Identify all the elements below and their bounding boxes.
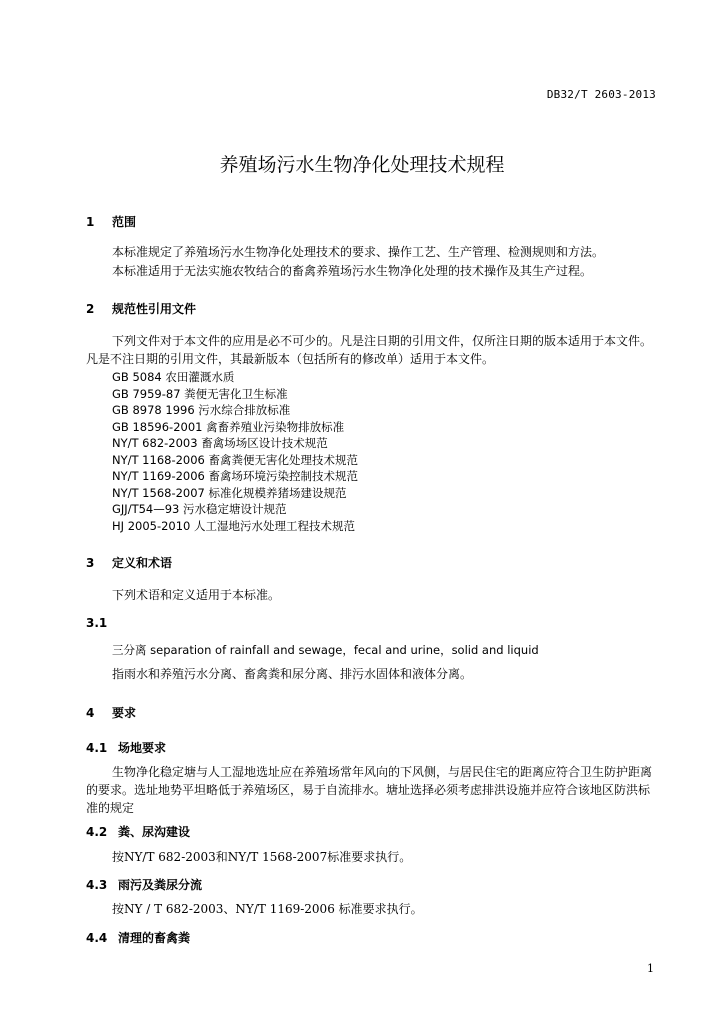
section-title: 规范性引用文件 (112, 302, 197, 316)
reference-item: GB 5084 农田灌溉水质 (112, 370, 235, 384)
subsection-number: 4.1 (86, 741, 108, 755)
standard-code: DB32/T 2603-2013 (546, 88, 656, 101)
reference-item: NY/T 1168-2006 畜禽粪便无害化处理技术规范 (112, 452, 359, 467)
section-3-heading (86, 554, 172, 571)
section-title: 范围 (112, 215, 137, 229)
section-number: 2 (86, 302, 95, 316)
subsection-4-1-heading (86, 739, 166, 756)
subsection-title: 雨污及粪尿分流 (118, 878, 203, 892)
reference-item: NY/T 1169-2006 畜禽场环境污染控制技术规范 (112, 469, 359, 483)
section-4-heading (86, 704, 136, 721)
section-2-para-1: 下列文件对于本文件的应用是必不可少的。凡是注日期的引用文件，仅所注日期的版本适用于本文件。凡是不注日期的引用文件，其最新版本（包括所有的修改单）适用于本文件。 (86, 334, 653, 366)
subsection-4-2-para: 按NY/T 682-2003和NY/T 1568-2007标准要求执行。 (112, 850, 412, 864)
page-number: 1 (647, 962, 654, 975)
subsection-4-3-heading (86, 876, 202, 893)
section-2-heading (86, 300, 196, 317)
subsection-4-3-para: 按NY / T 682-2003、NY/T 1169-2006 标准要求执行。 (112, 902, 423, 916)
reference-item: NY/T 1568-2007 标准化规模养猪场建设规范 (112, 485, 347, 500)
subsection-title: 清理的畜禽粪 (118, 931, 191, 945)
reference-item: GB 8978 1996 污水综合排放标准 (112, 403, 291, 417)
term-definition-text: 指雨水和养殖污水分离、畜禽粪和尿分离、排污水固体和液体分离。 (112, 667, 473, 681)
subsection-4-4-heading (86, 929, 190, 946)
section-number: 3 (86, 556, 95, 570)
reference-item: NY/T 682-2003 畜禽场场区设计技术规范 (112, 436, 328, 450)
section-number: 4 (86, 706, 95, 720)
subsection-number: 4.4 (86, 931, 108, 945)
section-1-heading (86, 213, 136, 230)
subsection-number: 4.3 (86, 878, 108, 892)
reference-item: GB 18596-2001 禽畜养殖业污染物排放标准 (112, 419, 345, 434)
section-3-para-1: 下列术语和定义适用于本标准。 (112, 588, 281, 602)
subsection-4-2-heading (86, 823, 190, 840)
reference-item: GB 7959-87 粪便无害化卫生标准 (112, 386, 288, 401)
section-number: 1 (86, 215, 95, 229)
reference-list (112, 369, 358, 534)
subsection-number: 4.2 (86, 825, 108, 839)
section-title: 定义和术语 (112, 556, 173, 570)
subsection-3-1-number: 3.1 (86, 616, 108, 630)
section-1-para-2: 本标准适用于无法实施农牧结合的畜禽养殖场污水生物净化处理的技术操作及其生产过程。 (112, 264, 593, 278)
term-definition-title: 三分离 separation of rainfall and sewage，fecal and urine，solid and liquid (112, 643, 539, 657)
subsection-title: 场地要求 (118, 741, 167, 755)
document-title: 养殖场污水生物净化处理技术规程 (219, 154, 505, 176)
subsection-title: 粪、尿沟建设 (118, 825, 191, 839)
subsection-4-1-para: 生物净化稳定塘与人工湿地选址应在养殖场常年风向的下风侧，与居民住宅的距离应符合卫生防护距离的要求。选址地势平坦略低于养殖场区，易于自流排水。塘址选择必须考虑排洪设施并应符合该地区防洪标准的规定 (86, 765, 653, 815)
section-1-para-1: 本标准规定了养殖场污水生物净化处理技术的要求、操作工艺、生产管理、检测规则和方法。 (112, 245, 605, 259)
section-title: 要求 (112, 706, 137, 720)
reference-item: GJJ/T54—93 污水稳定塘设计规范 (112, 502, 287, 516)
reference-item: HJ 2005-2010 人工湿地污水处理工程技术规范 (112, 518, 356, 533)
